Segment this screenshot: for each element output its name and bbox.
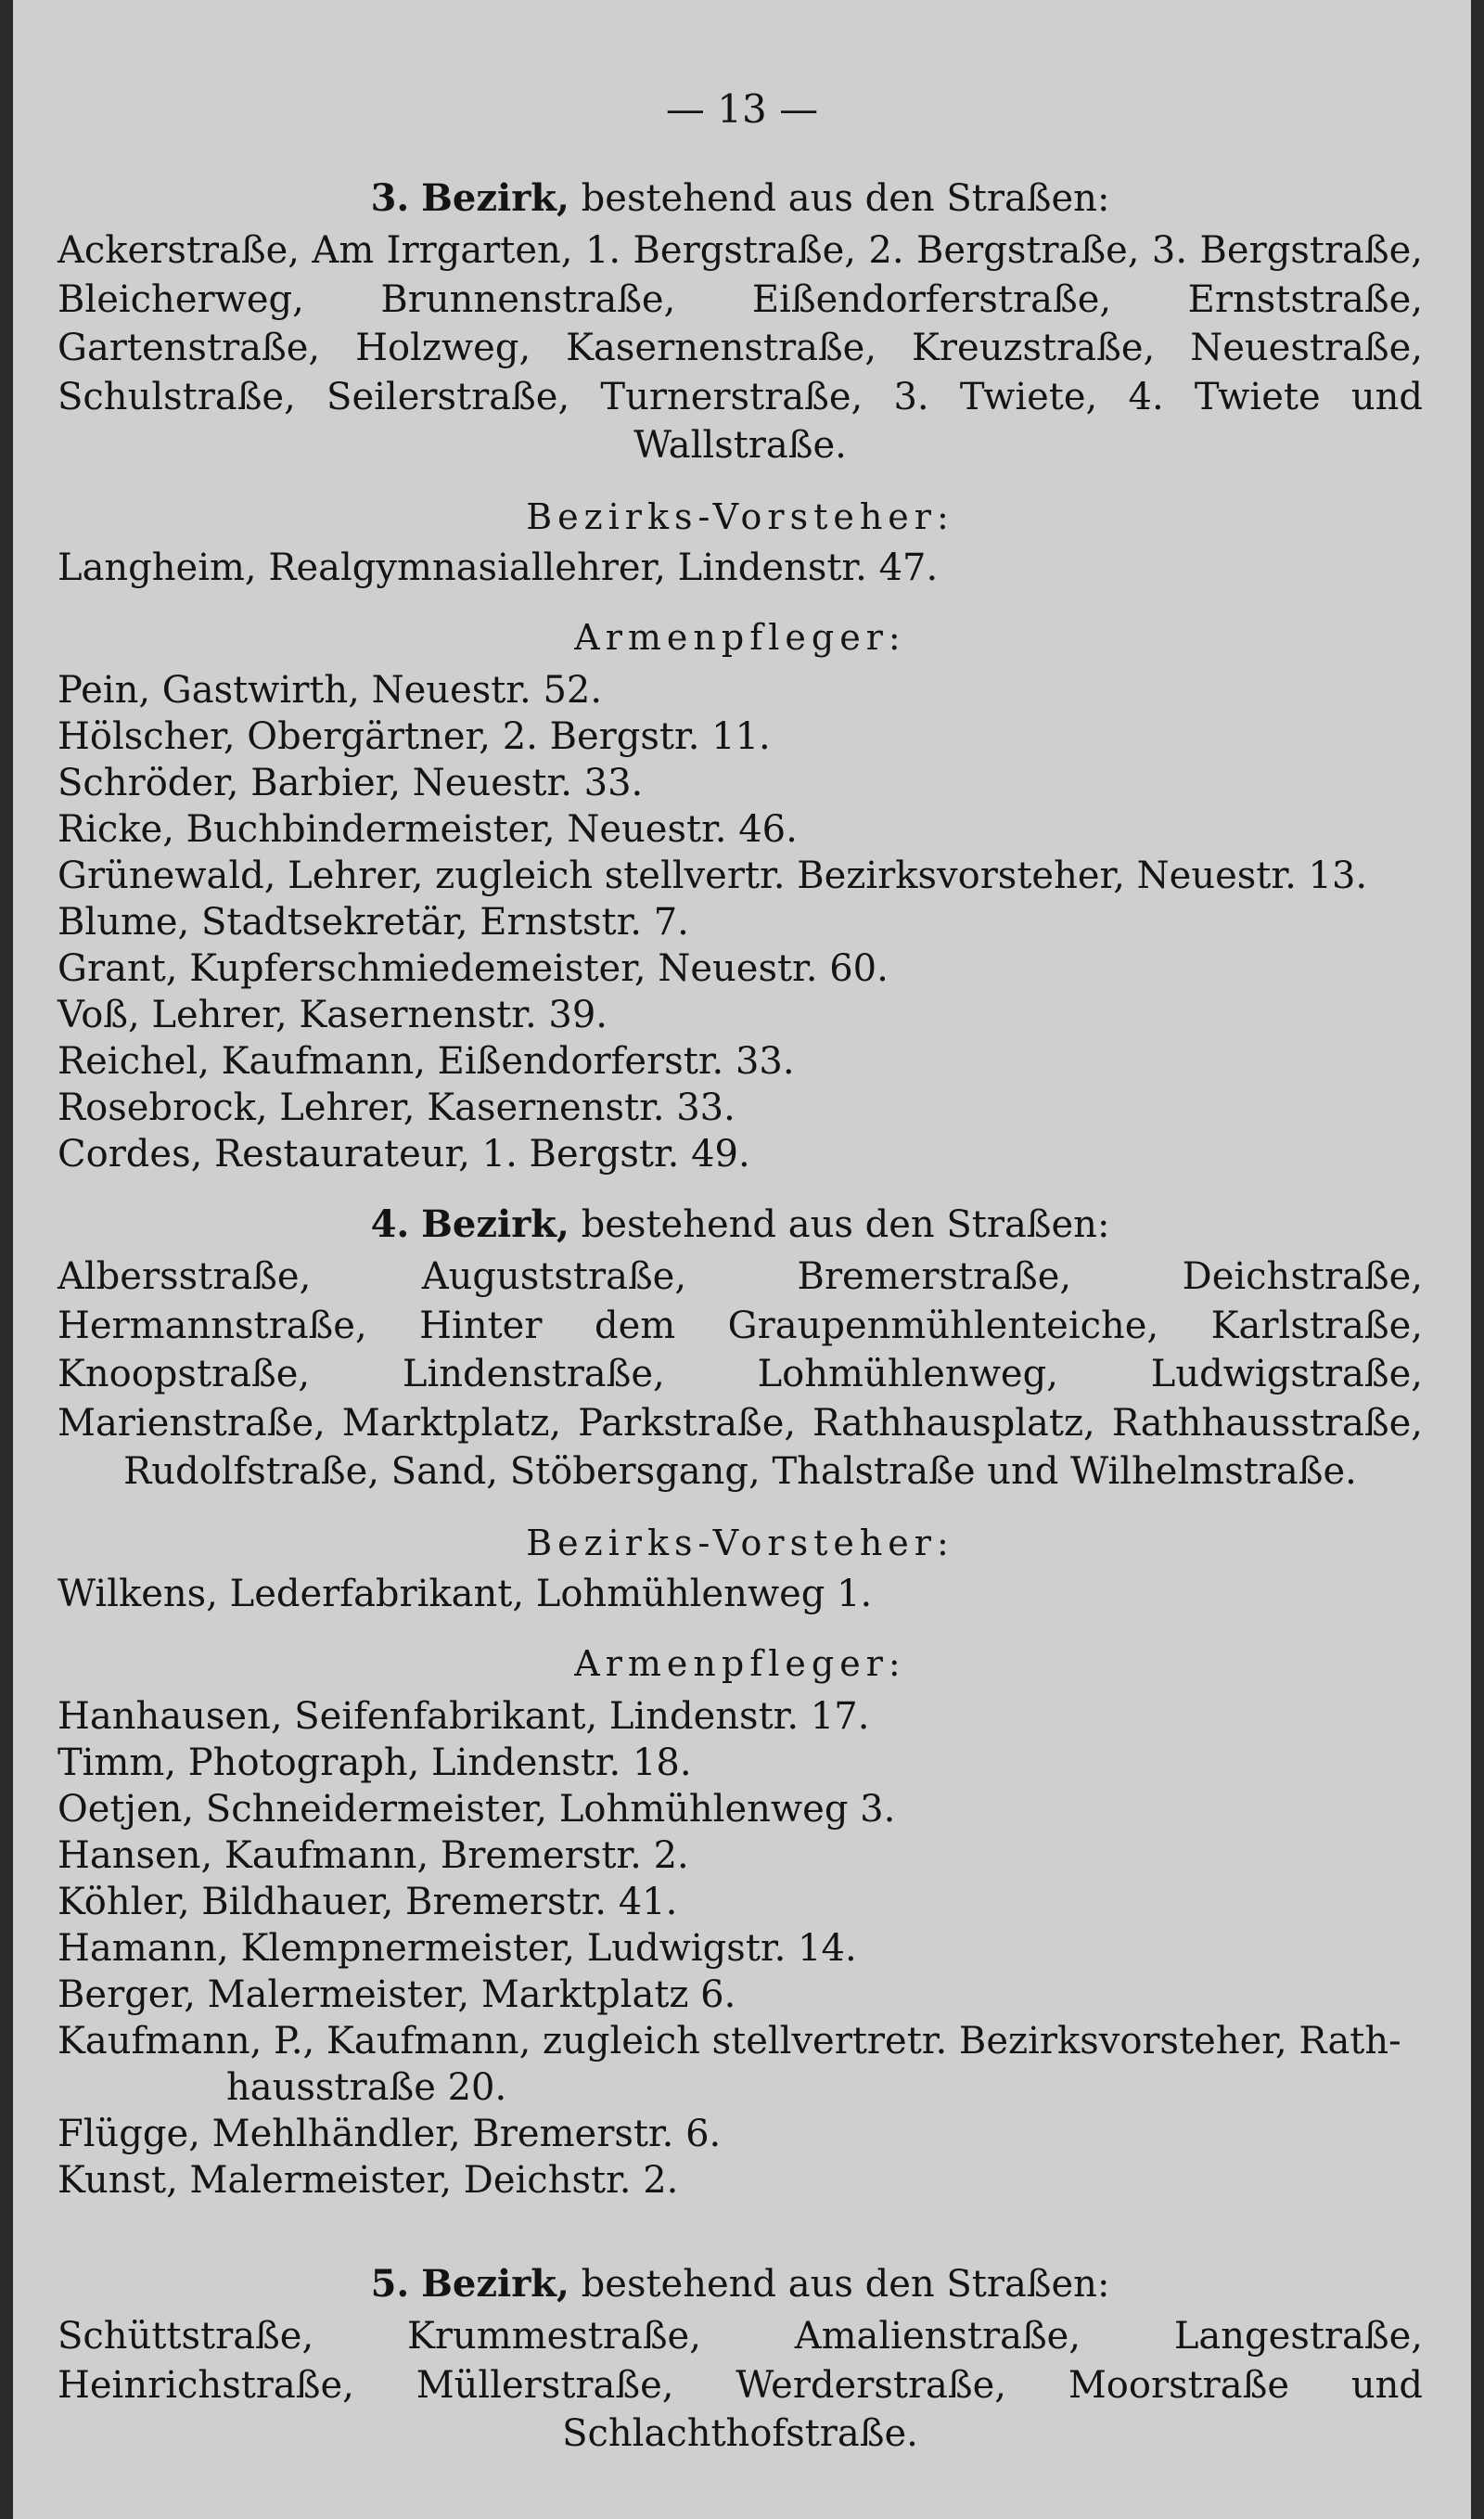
district-5-heading bbox=[58, 2258, 1423, 2310]
list-item: Oetjen, Schneidermeister, Lohmühlenweg 3. bbox=[58, 1787, 896, 1831]
district-intro: bestehend aus den Straßen: bbox=[581, 1203, 1110, 1246]
district-4-section bbox=[58, 1199, 1423, 2204]
list-item: Reichel, Kaufmann, Eißendorferstr. 33. bbox=[58, 1039, 795, 1083]
district-number: 3. bbox=[370, 176, 410, 220]
district-intro: bestehend aus den Straßen: bbox=[581, 177, 1110, 220]
list-item: Timm, Photograph, Lindenstr. 18. bbox=[58, 1741, 692, 1784]
list-item: Pein, Gastwirth, Neuestr. 52. bbox=[58, 668, 603, 712]
list-item: Grünewald, Lehrer, zugleich stellvertr. Bezirksvorsteher, Neuestr. 13. bbox=[58, 854, 1368, 897]
list-item: Grant, Kupferschmiedemeister, Neuestr. 60. bbox=[58, 946, 889, 990]
list-item: Kaufmann, P., Kaufmann, zugleich stellvertretr. Bezirksvorsteher, Rath- bbox=[58, 2019, 1401, 2063]
district-3-streets: Ackerstraße, Am Irrgarten, 1. Bergstraße, 2. Bergstraße, 3. Bergstraße, Bleicherweg, Brunnenstraße, Eißendorferstraße, Ernststraße, Gartenstraße, Holzweg, Kasernenstraße, Kreuzstraße, Neuestraße, Schulstraße, Seilerstraße, Turnerstraße, 3. Twiete, 4. Twiete und Wallstraße. bbox=[58, 229, 1423, 467]
list-item: Hanhausen, Seifenfabrikant, Lindenstr. 17. bbox=[58, 1694, 870, 1738]
page-number: — 13 — bbox=[665, 86, 819, 132]
district-3-chair-heading: Bezirks-Vorsteher: bbox=[526, 495, 954, 537]
list-item: Schröder, Barbier, Neuestr. 33. bbox=[58, 761, 644, 804]
district-number: 4. bbox=[370, 1202, 410, 1246]
district-4-carers-list bbox=[58, 1693, 1423, 2204]
district-3-chair: Langheim, Realgymnasiallehrer, Lindenstr. 47. bbox=[58, 546, 939, 589]
district-4-carers-heading: Armenpfleger: bbox=[574, 1642, 906, 1684]
list-item: Hansen, Kaufmann, Bremerstr. 2. bbox=[58, 1833, 689, 1877]
list-item: Voß, Lehrer, Kasernenstr. 39. bbox=[58, 993, 608, 1036]
district-4-heading bbox=[58, 1199, 1423, 1251]
list-item: Berger, Malermeister, Marktplatz 6. bbox=[58, 1973, 736, 2016]
district-3-carers-list bbox=[58, 667, 1423, 1177]
list-item: Blume, Stadtsekretär, Ernststr. 7. bbox=[58, 900, 689, 944]
list-item: Ricke, Buchbindermeister, Neuestr. 46. bbox=[58, 807, 798, 851]
list-item: Kunst, Malermeister, Deichstr. 2. bbox=[58, 2158, 679, 2202]
district-4-streets: Albersstraße, Auguststraße, Bremerstraße, Deichstraße, Hermannstraße, Hinter dem Graupenmühlenteiche, Karlstraße, Knoopstraße, Lindenstraße, Lohmühlenweg, Ludwigstraße, Marienstraße, Marktplatz, Parkstraße, Rathhausplatz, Rathhausstraße, Rudolfstraße, Sand, Stöbersgang, Thalstraße und Wilhelmstraße. bbox=[58, 1255, 1423, 1493]
list-item: Rosebrock, Lehrer, Kasernenstr. 33. bbox=[58, 1086, 736, 1129]
list-item: Flügge, Mehlhändler, Bremerstr. 6. bbox=[58, 2112, 722, 2155]
list-item: Köhler, Bildhauer, Bremerstr. 41. bbox=[58, 1880, 678, 1923]
district-label: Bezirk, bbox=[421, 2262, 569, 2306]
district-4-chair: Wilkens, Lederfabrikant, Lohmühlenweg 1. bbox=[58, 1572, 873, 1615]
district-5-section bbox=[58, 2258, 1423, 2459]
list-item: Cordes, Restaurateur, 1. Bergstr. 49. bbox=[58, 1132, 750, 1176]
list-item: Hölscher, Obergärtner, 2. Bergstr. 11. bbox=[58, 714, 771, 758]
district-5-streets: Schüttstraße, Krummestraße, Amalienstraße, Langestraße, Heinrichstraße, Müllerstraße, Werderstraße, Moorstraße und Schlachthofstraße. bbox=[58, 2315, 1423, 2455]
district-label: Bezirk, bbox=[421, 176, 569, 220]
district-4-chair-heading: Bezirks-Vorsteher: bbox=[526, 1522, 954, 1563]
list-item: Hamann, Klempnermeister, Ludwigstr. 14. bbox=[58, 1926, 857, 1970]
district-3-carers-heading: Armenpfleger: bbox=[574, 616, 906, 658]
list-item-continuation: hausstraße 20. bbox=[226, 2065, 507, 2109]
district-3-heading bbox=[58, 173, 1423, 225]
district-number: 5. bbox=[370, 2262, 410, 2306]
district-label: Bezirk, bbox=[421, 1202, 569, 1246]
document-page bbox=[13, 0, 1471, 2519]
district-intro: bestehend aus den Straßen: bbox=[581, 2263, 1110, 2306]
district-3-section bbox=[58, 173, 1423, 1177]
